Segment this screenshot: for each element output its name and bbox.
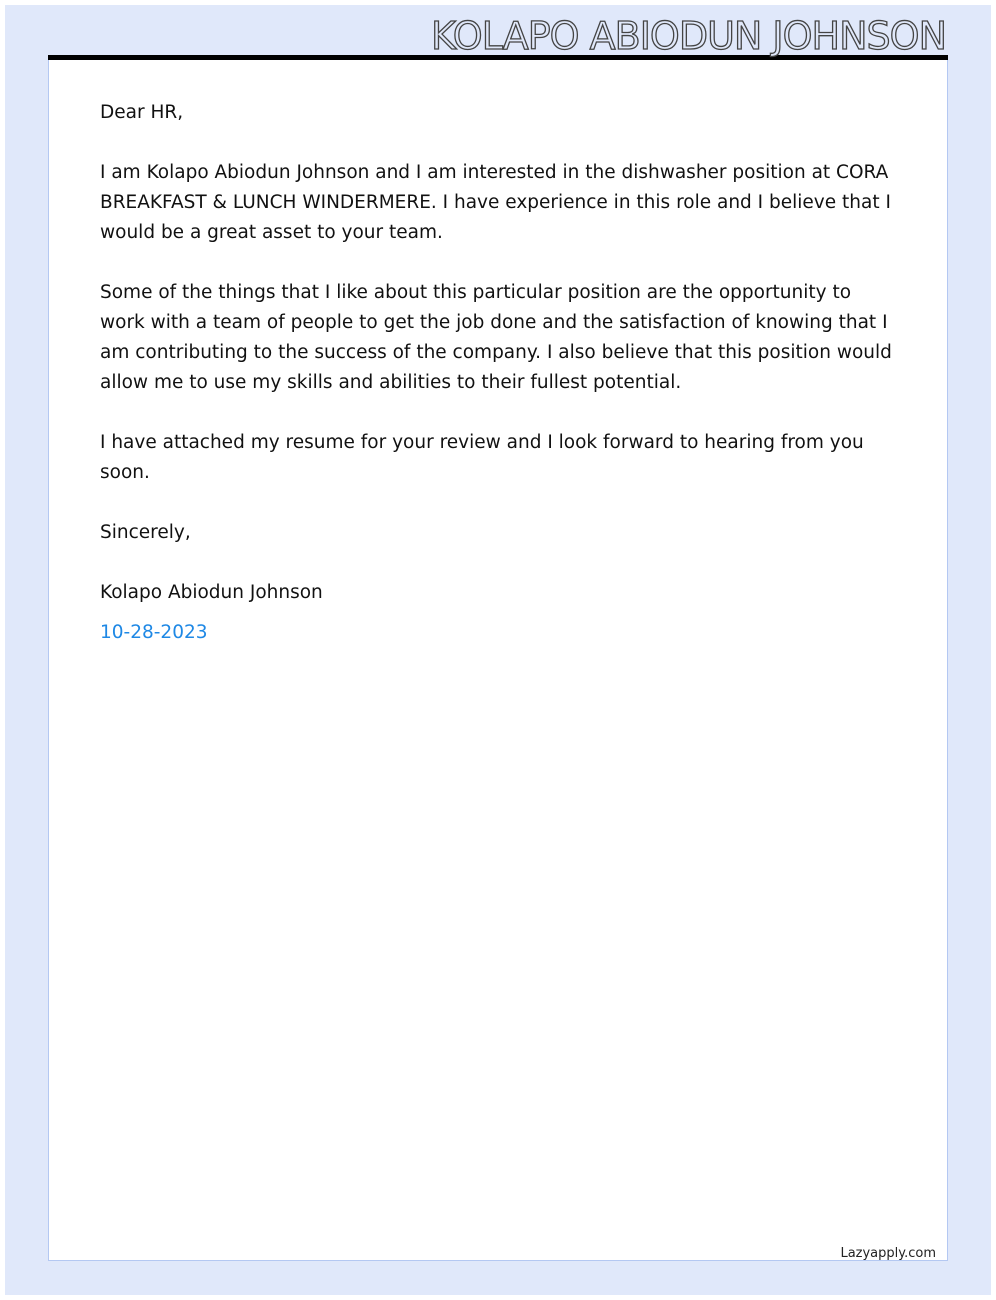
paragraph-closing: I have attached my resume for your review and I look forward to hearing from you soon. (100, 432, 864, 483)
signature: Kolapo Abiodun Johnson (100, 582, 323, 603)
footer-brand: Lazyapply.com (840, 1246, 936, 1261)
applicant-name-heading: KOLAPO ABIODUN JOHNSON (430, 14, 946, 58)
paragraph-motivation: Some of the things that I like about this particular position are the opportunity to work with a team of people to get the job done and the satisfaction of knowing that I am contributing to the success of the company. I also believe that this position would allow me to use my skills and abilities to their fullest potential. (100, 282, 892, 393)
paragraph-intro: I am Kolapo Abiodun Johnson and I am interested in the dishwasher position at CORA BREAKFAST & LUNCH WINDERMERE. I have experience in this role and I believe that I would be a great asset to your team. (100, 162, 891, 243)
salutation: Dear HR, (100, 102, 184, 123)
letter-body (100, 98, 900, 678)
closing: Sincerely, (100, 522, 191, 543)
letter-date: 10-28-2023 (100, 622, 208, 643)
